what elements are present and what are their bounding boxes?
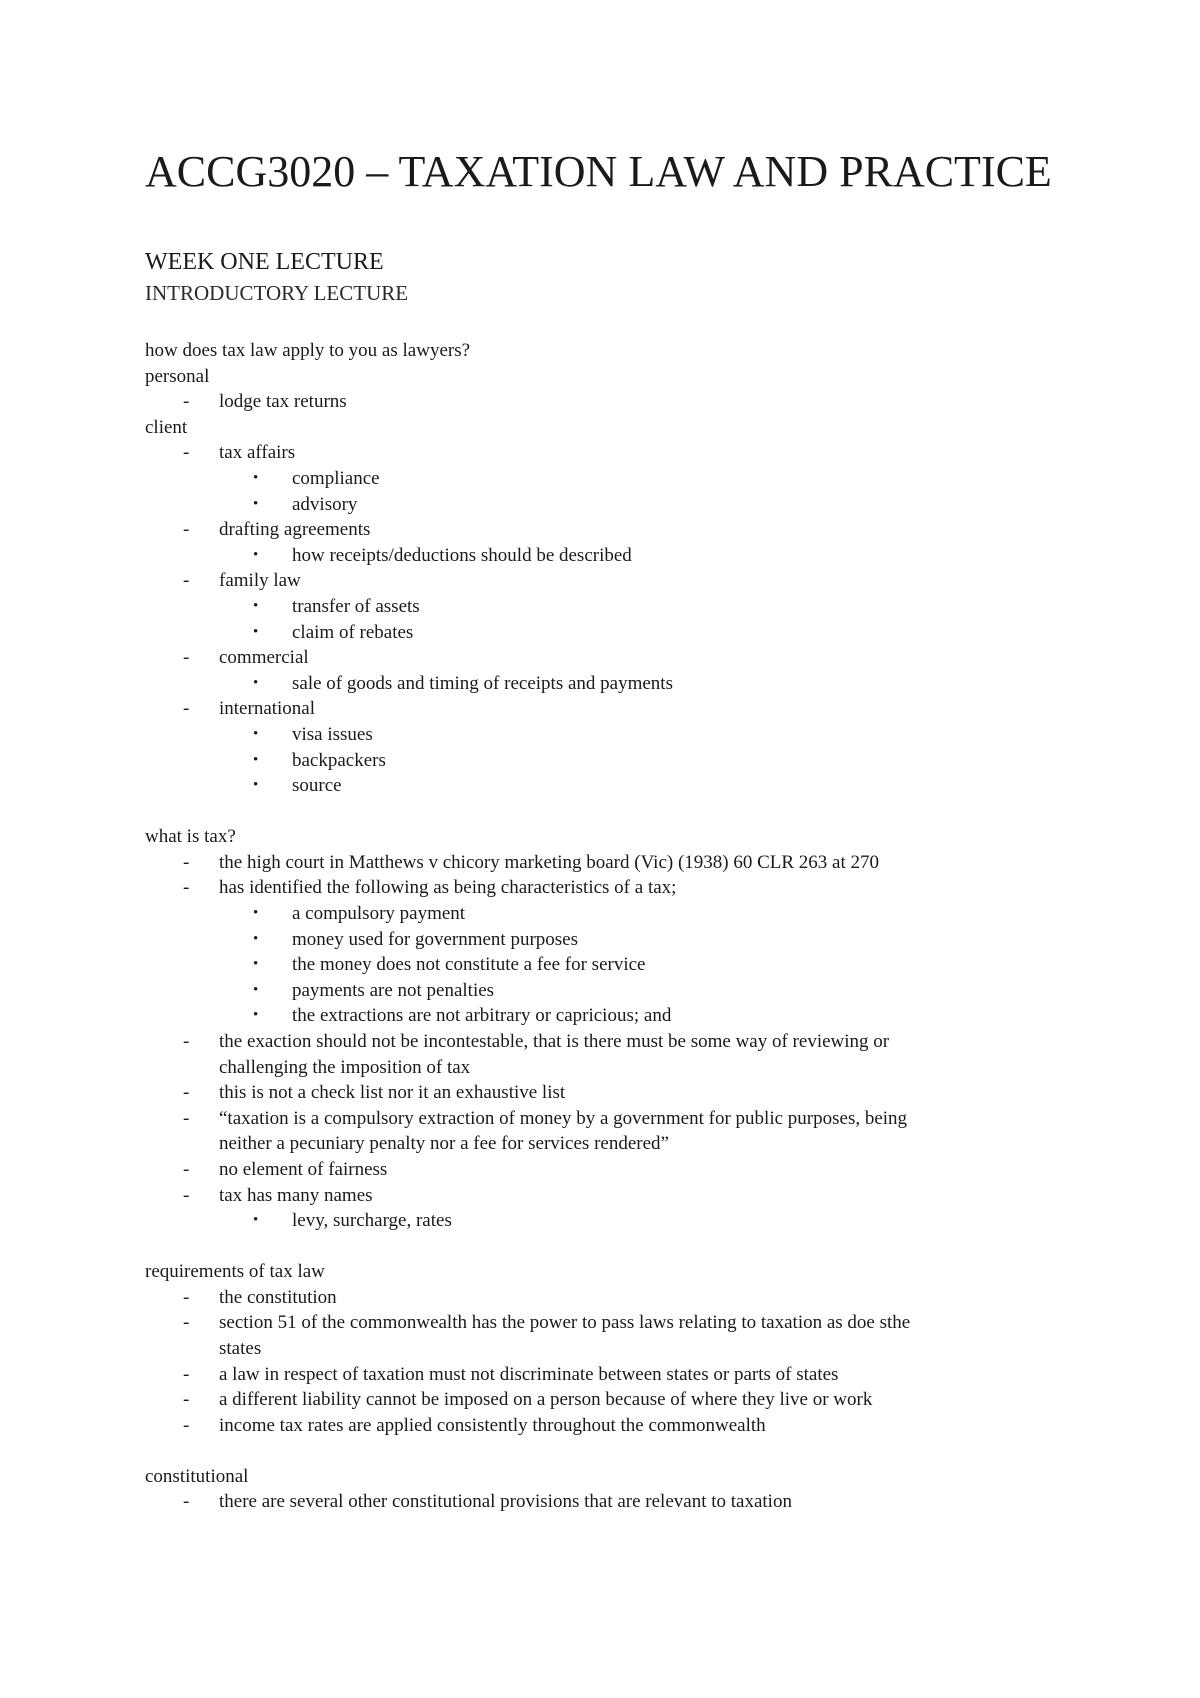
outline-section [145,338,1085,799]
line-text: the constitution [219,1286,337,1308]
dash-list-item [145,1310,1085,1336]
bullet-list-item [145,722,1085,748]
section-heading [145,1259,1085,1285]
dash-list-item [145,1387,1085,1413]
dash-list-item [145,1055,1085,1081]
section-heading [145,1464,1085,1490]
bullet-list-item [145,620,1085,646]
bullet-dot-icon: • [253,597,259,614]
section-heading [145,824,1085,850]
bullet-dot-icon: • [253,469,259,486]
line-text: a compulsory payment [292,902,466,924]
line-text: states [219,1337,262,1359]
bullet-list-item [145,543,1085,569]
dash-marker: - [183,877,190,899]
bullet-list-item [145,978,1085,1004]
dash-marker: - [183,442,190,464]
bullet-list-item [145,748,1085,774]
dash-marker: - [183,1184,190,1206]
dash-marker: - [183,519,190,541]
line-text: claim of rebates [292,621,414,643]
bullet-dot-icon: • [253,495,259,512]
dash-marker: - [183,1363,190,1385]
dash-list-item [145,696,1085,722]
dash-marker: - [183,1082,190,1104]
line-text: requirements of tax law [145,1261,325,1283]
dash-list-item [145,645,1085,671]
line-text: advisory [292,493,358,515]
dash-list-item [145,850,1085,876]
bullet-dot-icon: • [253,981,259,998]
section-heading [145,364,1085,390]
line-text: what is tax? [145,826,236,848]
line-text: international [219,698,316,720]
dash-list-item [145,1029,1085,1055]
line-text: transfer of assets [292,595,420,617]
line-text: how receipts/deductions should be described [292,544,632,566]
outline-section [145,824,1085,1234]
line-text: visa issues [292,723,373,745]
line-text: how does tax law apply to you as lawyers? [145,340,471,361]
dash-list-item [145,1080,1085,1106]
line-text: challenging the imposition of tax [219,1056,471,1078]
line-text: personal [145,365,210,387]
dash-list-item [145,1183,1085,1209]
line-text: neither a pecuniary penalty nor a fee for services rendered” [219,1133,669,1155]
bullet-list-item [145,1003,1085,1029]
line-text: has identified the following as being characteristics of a tax; [219,877,677,899]
dash-list-item [145,1131,1085,1157]
dash-list-item [145,568,1085,594]
bullet-dot-icon: • [253,623,259,640]
line-text: backpackers [292,749,386,771]
bullet-list-item [145,594,1085,620]
outline-section [145,1464,1085,1515]
section-heading [145,338,1085,364]
bullet-list-item [145,492,1085,518]
dash-marker: - [183,698,190,720]
bullet-list-item [145,466,1085,492]
dash-list-item [145,1157,1085,1183]
bullet-list-item [145,773,1085,799]
line-text: section 51 of the commonwealth has the power to pass laws relating to taxation as doe sthe [219,1312,911,1334]
line-text: the exaction should not be incontestable, that is there must be some way of reviewing or [219,1030,890,1052]
line-text: drafting agreements [219,519,371,541]
dash-marker: - [183,1389,190,1411]
bullet-dot-icon: • [253,751,259,768]
bullet-dot-icon: • [253,546,259,563]
line-text: source [292,775,342,797]
line-text: money used for government purposes [292,928,578,950]
line-text: no element of fairness [219,1158,388,1180]
dash-marker: - [183,1158,190,1180]
dash-list-item [145,1106,1085,1132]
bullet-dot-icon: • [253,1007,259,1024]
bullet-dot-icon: • [253,725,259,742]
week-heading: WEEK ONE LECTURE [145,249,384,275]
bullet-list-item [145,952,1085,978]
line-text: commercial [219,647,309,669]
line-text: the money does not constitute a fee for service [292,954,646,976]
section-heading [145,415,1085,441]
dash-list-item [145,440,1085,466]
dash-marker: - [183,1107,190,1129]
line-text: the high court in Matthews v chicory marketing board (Vic) (1938) 60 CLR 263 at 270 [219,851,880,873]
dash-marker: - [183,647,190,669]
line-text: “taxation is a compulsory extraction of money by a government for public purposes, being [219,1107,908,1129]
dash-list-item [145,1362,1085,1388]
line-text: payments are not penalties [292,979,495,1001]
line-text: tax affairs [219,442,296,464]
dash-list-item [145,1413,1085,1439]
dash-marker: - [183,391,190,413]
dash-list-item [145,389,1085,415]
dash-list-item [145,1489,1085,1515]
line-text: client [145,416,188,438]
dash-marker: - [183,1414,190,1436]
line-text: the extractions are not arbitrary or capricious; and [292,1005,672,1027]
line-text: sale of goods and timing of receipts and payments [292,672,673,694]
line-text: constitutional [145,1465,249,1487]
bullet-dot-icon: • [253,1212,259,1229]
bullet-list-item [145,671,1085,697]
line-text: a different liability cannot be imposed on a person because of where they live or work [219,1389,873,1411]
bullet-dot-icon: • [253,904,259,921]
bullet-dot-icon: • [253,777,259,794]
line-text: tax has many names [219,1184,373,1206]
line-text: a law in respect of taxation must not discriminate between states or parts of states [219,1363,839,1385]
dash-marker: - [183,1312,190,1334]
line-text: levy, surcharge, rates [292,1210,452,1232]
bullet-dot-icon: • [253,930,259,947]
dash-marker: - [183,1286,190,1308]
line-text: compliance [292,467,380,489]
line-text: this is not a check list nor it an exhaustive list [219,1082,566,1104]
line-text: lodge tax returns [219,391,347,413]
line-text: income tax rates are applied consistently throughout the commonwealth [219,1414,766,1436]
dash-marker: - [183,1491,190,1513]
dash-marker: - [183,570,190,592]
bullet-dot-icon: • [253,956,259,973]
line-text: there are several other constitutional provisions that are relevant to taxation [219,1491,792,1513]
dash-list-item [145,875,1085,901]
dash-list-item [145,1285,1085,1311]
lecture-heading: INTRODUCTORY LECTURE [145,281,409,305]
bullet-list-item [145,1208,1085,1234]
dash-marker: - [183,1030,190,1052]
bullet-list-item [145,901,1085,927]
document-title: ACCG3020 – TAXATION LAW AND PRACTICE [145,147,1052,196]
bullet-list-item [145,927,1085,953]
dash-marker: - [183,851,190,873]
line-text: family law [219,570,301,592]
bullet-dot-icon: • [253,674,259,691]
document-body [145,338,1085,1541]
dash-list-item [145,517,1085,543]
outline-section [145,1259,1085,1438]
dash-list-item [145,1336,1085,1362]
